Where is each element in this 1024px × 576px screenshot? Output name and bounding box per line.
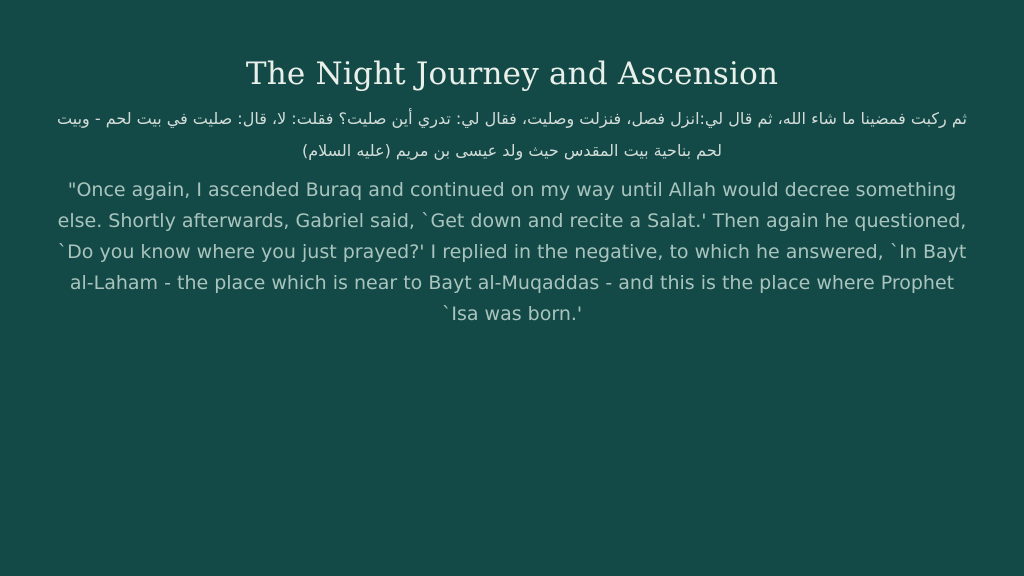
slide-title: The Night Journey and Ascension <box>245 56 779 92</box>
english-translation-text: "Once again, I ascended Buraq and continued on my way until Allah would decree something else. Shortly afterwards, Gabriel said, `Get down and recite a Salat.' Then again he questioned, `Do you know where you just prayed?' I replied in the negative, to which he answered, `In Bayt al-Laham - the place which is near to Bayt al-Muqaddas - and this is the place where Prophet `Isa was born.' <box>57 179 967 325</box>
arabic-hadith-text: ثم ركبت فمضينا ما شاء الله، ثم قال لي:انزل فصل، فنزلت وصليت، فقال لي: تدري أين صليت؟ فقلت: لا، قال: صليت في بيت لحم - وبيت لحم بناحية بيت المقدس حيث ولد عيسى بن مريم (عليه السلام) <box>57 109 967 160</box>
